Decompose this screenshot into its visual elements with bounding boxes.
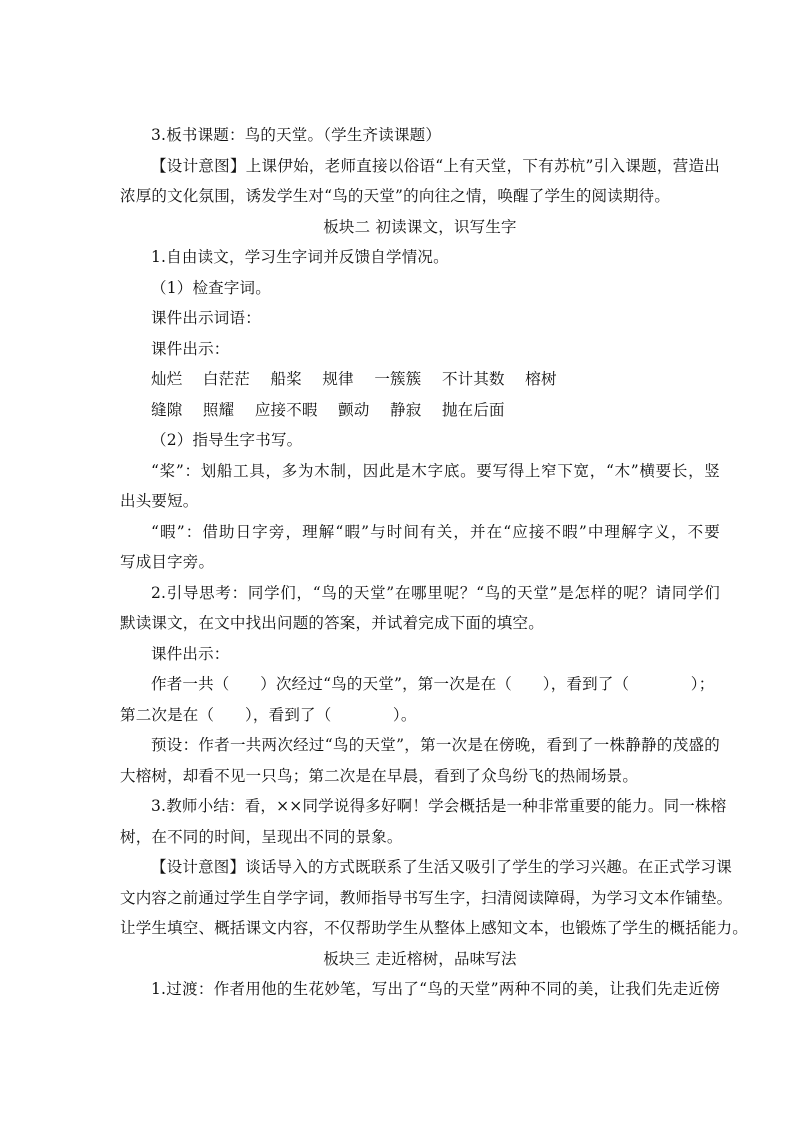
step-1-free-reading: 1.自由读文，学习生字词并反馈自学情况。 bbox=[151, 248, 449, 266]
design-intent-2-line-3: 让学生填空、概括课文内容，不仅帮助学生从整体上感知文本，也锻炼了学生的概括能力。 bbox=[120, 919, 749, 937]
word-list-row-2: 缝隙 照耀 应接不暇 颤动 静寂 抛在后面 bbox=[151, 400, 505, 419]
char-xia-note-line-2: 写成目字旁。 bbox=[120, 553, 215, 571]
substep-writing-guide: （2）指导生字书写。 bbox=[151, 431, 303, 449]
design-intent-1-line-1: 【设计意图】上课伊始，老师直接以俗语“上有天堂，下有苏杭”引入课题，营造出 bbox=[151, 156, 720, 175]
step-3-summary-line-2: 树，在不同的时间，呈现出不同的景象。 bbox=[120, 827, 403, 846]
word-list-row-1: 灿烂 白茫茫 船桨 规律 一簇簇 不计其数 榕树 bbox=[151, 370, 557, 388]
fill-blank-line-1: 作者一共（ ）次经过“鸟的天堂”，第一次是在（ ），看到了（ ）； bbox=[151, 675, 715, 693]
section-heading-3: 板块三 走近榕树，品味写法 bbox=[323, 949, 517, 968]
design-intent-2-line-1: 【设计意图】谈话导入的方式既联系了生活又吸引了学生的学习兴趣。在正式学习课 bbox=[151, 858, 732, 876]
char-jiang-note-line-2: 出头要短。 bbox=[120, 492, 199, 510]
document-body bbox=[120, 120, 749, 1005]
step-2-guide-thinking-line-2: 默读课文，在文中找出问题的答案，并试着完成下面的填空。 bbox=[120, 614, 544, 632]
courseware-label: 课件出示： bbox=[151, 339, 230, 358]
section-heading-2: 板块二 初读课文，识写生字 bbox=[323, 217, 517, 236]
step-3-board-title: 3.板书课题：鸟的天堂。（学生齐读课题） bbox=[151, 126, 442, 144]
fill-blank-line-2: 第二次是在（ ），看到了（ ）。 bbox=[120, 705, 417, 724]
preset-answer-line-1: 预设：作者一共两次经过“鸟的天堂”，第一次是在傍晚，看到了一株静静的茂盛的 bbox=[151, 736, 720, 754]
char-jiang-note-line-1: “桨”：划船工具，多为木制，因此是木字底。要写得上窄下宽，“木”横要长，竖 bbox=[151, 461, 720, 480]
courseware-label-2: 课件出示： bbox=[151, 644, 230, 663]
design-intent-2-line-2: 文内容之前通过学生自学字词，教师指导书写生字，扫清阅读障碍，为学习文本作铺垫。 bbox=[120, 888, 733, 907]
preset-answer-line-2: 大榕树，却看不见一只鸟；第二次是在早晨，看到了众鸟纷飞的热闹场景。 bbox=[120, 766, 639, 785]
substep-check-words: （1）检查字词。 bbox=[151, 278, 271, 297]
design-intent-1-line-2: 浓厚的文化氛围，诱发学生对“鸟的天堂”的向往之情，唤醒了学生的阅读期待。 bbox=[120, 187, 671, 205]
step-2-guide-thinking-line-1: 2.引导思考：同学们，“鸟的天堂”在哪里呢？“鸟的天堂”是怎样的呢？请同学们 bbox=[151, 583, 720, 602]
step-1-transition: 1.过渡：作者用他的生花妙笔，写出了“鸟的天堂”两种不同的美，让我们先走近傍 bbox=[151, 980, 720, 998]
courseware-words-label: 课件出示词语： bbox=[151, 309, 261, 327]
char-xia-note-line-1: “暇”：借助日字旁，理解“暇”与时间有关，并在“应接不暇”中理解字义，不要 bbox=[151, 522, 720, 541]
step-3-summary-line-1: 3.教师小结：看，××同学说得多好啊！学会概括是一种非常重要的能力。同一株榕 bbox=[151, 797, 727, 815]
